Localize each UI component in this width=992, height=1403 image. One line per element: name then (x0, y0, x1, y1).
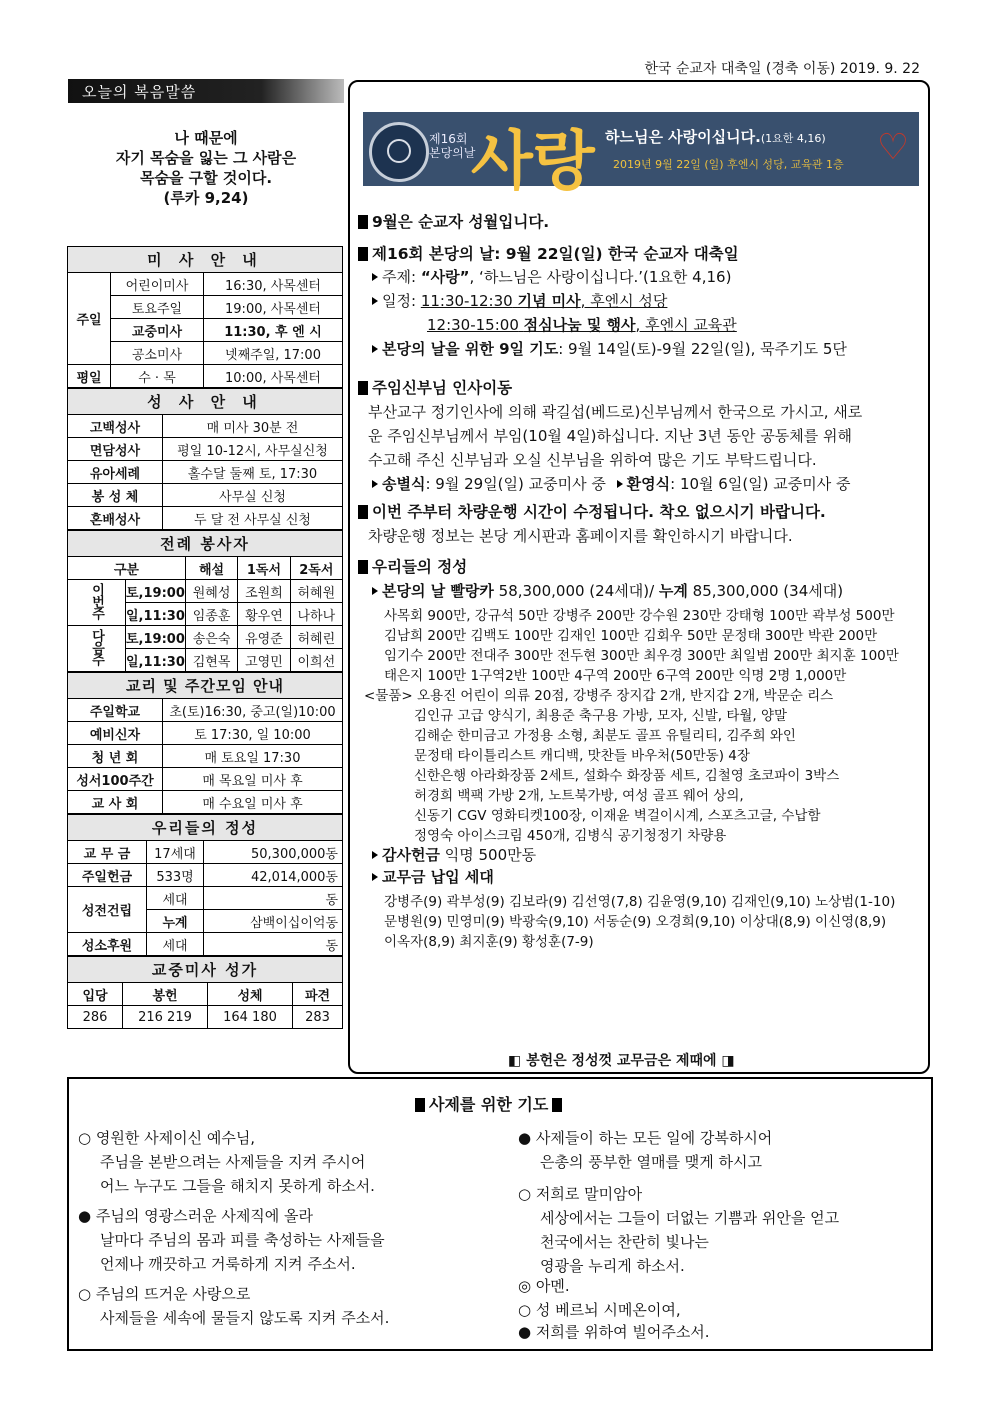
notice-footer: ◧ 봉헌은 정성껏 교무금은 제때에 ◨ (508, 1053, 735, 1069)
prayer-mark: ● (518, 1129, 532, 1147)
offering-table (67, 814, 343, 956)
notice-line (427, 314, 737, 335)
liturgy-day: 일,11:30 (126, 649, 186, 672)
prayer-line: 영원한 사제이신 예수님, (95, 1129, 256, 1147)
notice-line (372, 290, 667, 311)
sacrament-title: 성 사 안 내 (68, 389, 343, 415)
liturgy-commentator: 김현목 (185, 649, 237, 672)
notice-heading-text: 주임신부님 인사이동 (372, 379, 513, 397)
prayer-line: 언제나 깨끗하고 거룩하게 지켜 주소서. (100, 1255, 356, 1273)
vocation-households-value: 동 (204, 933, 343, 956)
hymn-header: 파견 (293, 983, 343, 1006)
donor-line: 임기수 200만 전대주 300만 전두현 300만 최우경 300만 최일범 200만 최지훈 100만 (384, 648, 899, 664)
building-fund-label: 성전건립 (68, 887, 147, 933)
notice-heading (358, 500, 826, 522)
farewell-bold: 송별식 (382, 475, 426, 493)
notice-line (372, 866, 494, 887)
mass-name: 토요주일 (111, 296, 204, 319)
notice-heading (358, 242, 739, 264)
notice-line (372, 580, 843, 601)
notice-heading (358, 210, 549, 232)
sacrament-value: 두 달 전 사무실 신청 (163, 507, 343, 530)
education-value: 매 목요일 미사 후 (163, 768, 343, 791)
dues-line: 이옥자(8,9) 최지훈(9) 황성훈(7-9) (384, 934, 594, 950)
prayer-line: 사제들이 하는 모든 일에 강복하시어 (535, 1129, 773, 1147)
prayer-bold: 본당의 날을 위한 9일 기도 (382, 340, 559, 358)
offering-count: 533명 (147, 864, 204, 887)
dues-line: 문병원(9) 민영미(9) 박광숙(9,10) 서동순(9) 오경희(9,10) 이상대(8,9) 이신영(8,9) (384, 914, 887, 930)
notice-footer-text: 봉헌은 정성껏 교무금은 제때에 (526, 1053, 717, 1069)
goods-line (364, 684, 833, 704)
liturgy-header: 구분 (68, 557, 186, 580)
schedule-event: 점심나눔 및 행사 (523, 316, 636, 334)
notice-line: 운 주임신부님께서 부임(10월 4일)하십니다. 지난 3년 동안 공동체를 위해 (368, 427, 853, 445)
prayer-stanza (518, 1320, 710, 1344)
mass-table (67, 246, 343, 388)
mass-name: 교중미사 (111, 319, 204, 342)
goods-line: 문정태 타이틀리스트 캐디백, 맛찬들 바우처(50만동) 4장 (414, 748, 750, 764)
hymn-number: 286 (68, 1006, 123, 1029)
prayer-line: 영광을 누리게 하소서. (540, 1257, 685, 1275)
education-value: 매 수요일 미사 후 (163, 791, 343, 814)
welcome-rest: : 10월 6일(일) 교중미사 중 (670, 475, 851, 493)
schedule-place: , 후엔시 성당 (580, 292, 668, 310)
sacrament-name: 봉 성 체 (68, 484, 163, 507)
sacrament-value: 평일 10-12시, 사무실신청 (163, 438, 343, 461)
schedule-entry (421, 292, 668, 310)
offering-count: 17세대 (147, 841, 204, 864)
notice-line: 수고해 주신 신부님과 오실 신부님을 위하여 많은 기도 부탁드립니다. (368, 451, 817, 469)
prayer-mark: ○ (78, 1129, 92, 1147)
info-column (67, 246, 343, 1029)
hymn-header: 봉헌 (123, 983, 208, 1006)
prayer-line: 저희로 말미암아 (535, 1185, 643, 1203)
banner-theme-text: 하느님은 사랑이십니다. (605, 128, 761, 146)
liturgy-commentator: 원혜성 (185, 580, 237, 603)
prayer-line: 천국에서는 찬란히 빛나는 (540, 1233, 709, 1251)
prayer-mark: ○ (518, 1185, 532, 1203)
sacrament-value: 홀수달 둘째 토, 17:30 (163, 461, 343, 484)
offering-name: 교 무 금 (68, 841, 147, 864)
prayer-stanza (518, 1274, 570, 1298)
prayer-mark: ● (78, 1207, 92, 1225)
prayer-line: 어느 누구도 그들을 해치지 못하게 하소서. (100, 1177, 375, 1195)
prayer-stanza (78, 1282, 389, 1330)
mass-name: 수 · 목 (111, 365, 204, 388)
liturgy-reader2: 허혜린 (290, 626, 342, 649)
theme-rest: , ‘하느님은 사랑이십니다.’(1요한 4,16) (469, 268, 732, 286)
offering-name: 주일헌금 (68, 864, 147, 887)
liturgy-title: 전례 봉사자 (68, 531, 343, 557)
prayer-line: 세상에서는 그들이 더없는 기쁨과 위안을 얻고 (540, 1209, 840, 1227)
total-rest: 85,300,000 (34세대) (687, 582, 844, 600)
liturgy-commentator: 송은숙 (185, 626, 237, 649)
goods-line: 신동기 CGV 영화티켓100장, 이재윤 벽걸이시계, 스포츠고글, 수납함 (414, 808, 821, 824)
mass-time: 10:00, 사목센터 (204, 365, 343, 388)
schedule-entry (427, 316, 737, 334)
goods-line: 김해순 한미금고 가정용 소형, 최분도 골프 유틸리티, 김주희 와인 (414, 728, 796, 744)
notice-heading-text: 9월은 순교자 성월입니다. (372, 213, 550, 231)
donor-line: 김남희 200만 김백도 100만 김재인 100만 김회우 50만 문정태 300만 박관 200만 (384, 628, 878, 644)
theme-bold: “사랑” (420, 268, 470, 286)
prayer-mark: ○ (78, 1285, 92, 1303)
gospel-line: 자기 목숨을 잃는 그 사람은 (115, 149, 297, 167)
donor-line: 태은지 100만 1구역2반 100만 4구역 200만 6구역 200만 익명 2명 1,000만 (384, 668, 847, 684)
hymn-header: 성체 (208, 983, 293, 1006)
gospel-line: 나 때문에 (174, 129, 238, 147)
liturgy-day: 토,19:00 (126, 626, 186, 649)
education-table (67, 672, 343, 814)
dues-bold: 교무금 납입 세대 (382, 868, 494, 886)
schedule-place: , 후엔시 교육관 (635, 316, 737, 334)
liturgy-day: 일,11:30 (126, 603, 186, 626)
education-name: 청 년 회 (68, 745, 163, 768)
gospel-title: 오늘의 복음말씀 (82, 83, 197, 101)
building-households-label: 세대 (147, 887, 204, 910)
liturgy-commentator: 임종훈 (185, 603, 237, 626)
prayer-line: 은총의 풍부한 열매를 맺게 하시고 (540, 1153, 762, 1171)
vocation-support-label: 성소후원 (68, 933, 147, 956)
education-name: 주일학교 (68, 699, 163, 722)
parish-day-banner (363, 112, 919, 199)
bulletin-date: 한국 순교자 대축일 (경축 이동) 2019. 9. 22 (644, 61, 920, 77)
goods-line: 허경희 백팩 가방 2개, 노트북가방, 여성 골프 웨어 상의, (414, 788, 744, 804)
notice-line (372, 473, 851, 494)
offering-title: 우리들의 정성 (68, 815, 343, 841)
liturgy-header: 1독서 (238, 557, 290, 580)
education-name: 예비신자 (68, 722, 163, 745)
hymn-title: 교중미사 성가 (68, 957, 343, 983)
education-name: 성서100주간 (68, 768, 163, 791)
total-bold: 누계 (658, 582, 688, 600)
hymn-header: 입당 (68, 983, 123, 1006)
gospel-reference: (루카 9,24) (163, 189, 249, 207)
schedule-time: 11:30-12:30 (420, 292, 513, 310)
heart-icon: ♡ (876, 127, 910, 168)
notice-line (372, 338, 847, 359)
gospel-verse (68, 128, 344, 208)
prayer-mark: ● (518, 1323, 532, 1341)
prayer-mark: ○ (518, 1301, 532, 1319)
liturgy-header: 해설 (185, 557, 237, 580)
education-value: 초(토)16:30, 중고(일)10:00 (163, 699, 343, 722)
hymn-number: 216 219 (123, 1006, 208, 1029)
banner-love-text: 사랑 (471, 124, 595, 199)
banner-ordinal-line: 제16회 (429, 132, 468, 146)
weekday-label: 평일 (68, 365, 111, 388)
goods-label: <물품> (364, 688, 413, 704)
building-households-value: 동 (204, 887, 343, 910)
sacrament-name: 면담성사 (68, 438, 163, 461)
liturgy-reader1: 황우연 (238, 603, 290, 626)
prayer-title (415, 1092, 566, 1115)
notice-heading (358, 376, 512, 398)
education-name: 교 사 회 (68, 791, 163, 814)
banner-theme-ref: (1요한 4,16) (760, 132, 826, 145)
hymn-number: 283 (293, 1006, 343, 1029)
education-value: 토 17:30, 일 10:00 (163, 722, 343, 745)
vocation-households-label: 세대 (147, 933, 204, 956)
prayer-rest: : 9월 14일(토)-9월 22일(일), 묵주기도 5단 (558, 340, 847, 358)
prayer-line: 성 베르뇌 시메온이여, (535, 1301, 681, 1319)
goods-text: 오용진 어린이 의류 20점, 강병주 장지갑 2개, 반지갑 2개, 박문순 리스 (417, 688, 834, 704)
hymn-table (67, 956, 343, 1029)
liturgy-table (67, 530, 343, 672)
farewell-rest: : 9월 29일(일) 교중미사 중 (425, 475, 606, 493)
parish-seal-icon (369, 122, 429, 182)
prayer-line: 날마다 주님의 몸과 피를 축성하는 사제들을 (100, 1231, 385, 1249)
liturgy-reader2: 이희선 (290, 649, 342, 672)
prayer-title-text: 사제를 위한 기도 (429, 1095, 549, 1114)
thanks-bold: 감사헌금 (382, 846, 440, 864)
schedule-time: 12:30-15:00 (427, 316, 519, 334)
notice-heading-text: 우리들의 정성 (372, 558, 468, 576)
palanca-rest: 58,300,000 (24세대)/ (493, 582, 659, 600)
banner-ordinal-line: 본당의날 (429, 146, 476, 160)
mass-time: 16:30, 사목센터 (204, 273, 343, 296)
sacrament-name: 고백성사 (68, 415, 163, 438)
liturgy-reader1: 조원희 (238, 580, 290, 603)
palanca-bold: 본당의 날 빨랑카 (382, 582, 494, 600)
next-week-label: 다음주 (89, 628, 104, 665)
prayer-stanza (518, 1182, 839, 1278)
building-total-label: 누계 (147, 910, 204, 933)
sacrament-name: 혼배성사 (68, 507, 163, 530)
mass-name: 공소미사 (111, 342, 204, 365)
hymn-number: 164 180 (208, 1006, 293, 1029)
liturgy-header: 2독서 (290, 557, 342, 580)
notice-line (372, 266, 731, 287)
prayer-mark: ◎ (518, 1277, 532, 1295)
banner-when: 2019년 9월 22일 (일) 후엔시 성당, 교육관 1층 (613, 158, 844, 171)
gospel-title-bar (68, 79, 344, 103)
schedule-event: 기념 미사 (517, 292, 581, 310)
notice-line (372, 844, 536, 865)
banner-ordinal (429, 132, 475, 160)
goods-line: 정영숙 아이스크림 450개, 김병식 공기청정기 차량용 (414, 828, 727, 844)
notice-heading-text: 이번 주부터 차량운행 시간이 수정됩니다. 착오 없으시기 바랍니다. (372, 503, 826, 521)
prayer-line: 아멘. (535, 1277, 570, 1295)
sacrament-name: 유아세례 (68, 461, 163, 484)
this-week-label: 이번주 (89, 582, 104, 619)
prayer-line: 사제들을 세속에 물들지 않도록 지켜 주소서. (100, 1309, 390, 1327)
sacrament-table (67, 388, 343, 530)
prayer-stanza (78, 1126, 375, 1198)
prayer-line: 주님의 뜨거운 사랑으로 (95, 1285, 251, 1303)
mass-name: 어린이미사 (111, 273, 204, 296)
prayer-stanza (78, 1204, 385, 1276)
liturgy-reader2: 나하나 (290, 603, 342, 626)
offering-amount: 50,300,000동 (204, 841, 343, 864)
goods-line: 신한은행 아라화장품 2세트, 설화수 화장품 세트, 김철영 초코파이 3박스 (414, 768, 840, 784)
prayer-stanza (518, 1126, 772, 1174)
notice-line: 차량운행 정보는 본당 게시판과 홈페이지를 확인하시기 바랍니다. (368, 527, 793, 545)
liturgy-day: 토,19:00 (126, 580, 186, 603)
mass-time: 19:00, 사목센터 (204, 296, 343, 319)
gospel-line: 목숨을 구할 것이다. (139, 169, 273, 187)
dues-line: 강병주(9) 곽부성(9) 김보라(9) 김선영(7,8) 김윤영(9,10) 김재인(9,10) 노상범(1-10) (384, 894, 896, 910)
prayer-stanza (518, 1298, 681, 1322)
thanks-rest: 익명 500만동 (439, 846, 537, 864)
sunday-label: 주일 (68, 273, 111, 365)
donor-line: 사목회 900만, 강규석 50만 강병주 200만 강수원 230만 강태형 100만 곽부성 500만 (384, 608, 895, 624)
liturgy-reader2: 허혜원 (290, 580, 342, 603)
education-title: 교리 및 주간모임 안내 (68, 673, 343, 699)
goods-line: 김인규 고급 양식기, 최용준 축구용 가방, 모자, 신발, 타월, 양말 (414, 708, 788, 724)
welcome-bold: 환영식 (626, 475, 671, 493)
liturgy-reader1: 고영민 (238, 649, 290, 672)
offering-amount: 42,014,000동 (204, 864, 343, 887)
sacrament-value: 사무실 신청 (163, 484, 343, 507)
notice-heading (358, 555, 467, 577)
building-total-value: 삼백이십이억동 (204, 910, 343, 933)
sacrament-value: 매 미사 30분 전 (163, 415, 343, 438)
mass-time: 11:30, 후 엔 시 (204, 319, 343, 342)
prayer-line: 주님을 본받으려는 사제들을 지켜 주시어 (100, 1153, 366, 1171)
mass-title: 미 사 안 내 (68, 247, 343, 273)
label: 주제: (382, 268, 421, 286)
mass-time: 넷째주일, 17:00 (204, 342, 343, 365)
banner-theme (605, 126, 826, 147)
liturgy-reader1: 유영준 (238, 626, 290, 649)
label: 일정: (382, 292, 421, 310)
prayer-line: 주님의 영광스러운 사제직에 올라 (95, 1207, 314, 1225)
notice-heading-text: 제16회 본당의 날: 9월 22일(일) 한국 순교자 대축일 (372, 245, 739, 263)
notice-line: 부산교구 정기인사에 의해 곽길섭(베드로)신부님께서 한국으로 가시고, 새로 (368, 403, 863, 421)
education-value: 매 토요일 17:30 (163, 745, 343, 768)
prayer-line: 저희를 위하여 빌어주소서. (535, 1323, 710, 1341)
